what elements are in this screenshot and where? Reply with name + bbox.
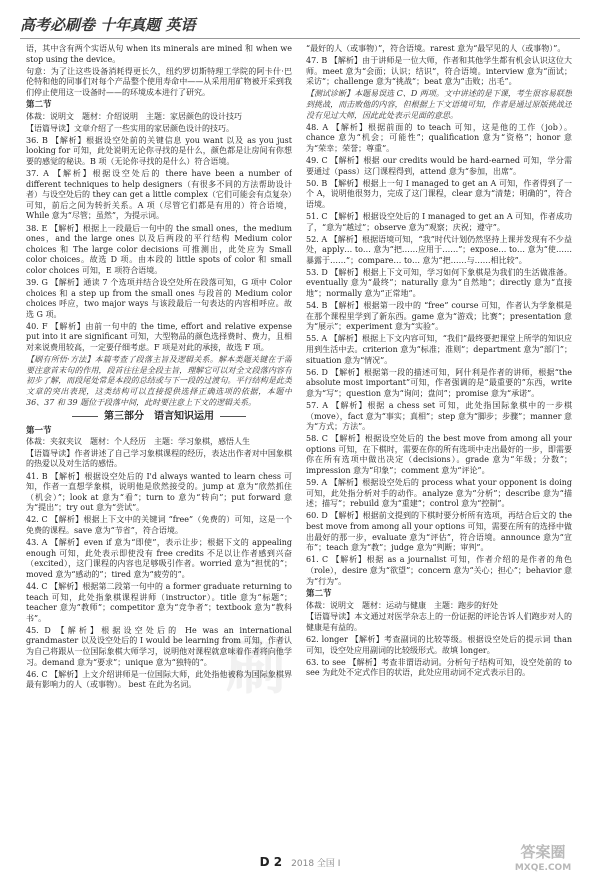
genre-meta: 体裁：说明文 题材：介绍说明 主题：家居颜色的设计技巧 xyxy=(26,112,242,122)
paragraph: 语，其中含有两个实语从句 when its minerals are mined 和 when we stop using the device。 xyxy=(26,44,292,64)
paragraph: “最好的人（或事物）”，符合语境。rarest 意为“最罕见的人（或事物）”。 xyxy=(306,44,566,53)
answer-47: 47. B 【解析】由于讲师是一位大师，作者和其他学生都有机会认识这位大师。meet 意为“会面；认识；结识”，符合语境。interview 意为“面试；采访”；challenge 意为“挑战”；beat 意为“击败；出毛”。 xyxy=(306,56,572,87)
paragraph: 句意：为了让这些设备消耗得更长久，纽约罗切斯特理工学院的阿卡什·巴伦特和他的同事们对每个产品整个使用寿命中——从采用用矿物被开采到我们停止使用这一设备时——的环境成本进行了研究。 xyxy=(26,66,292,97)
answer-52: 52. A 【解析】根据语境可知，“我”时代计划仍然坚持上课并发现有不少益处，apply… to… 意为“把……应用于……”；expose… to… 意为“使……暴露于……”；compare… to… 意为“把……与……相比较”。 xyxy=(306,234,572,265)
answer-49: 49. C 【解析】根据 our credits would be hard-earned 可知，学分需要通过（pass）这门课程得到，attend 意为“参加，出席”。 xyxy=(306,155,572,176)
answer-50: 50. B 【解析】根据上一句 I managed to get an A 可知，作者得到了一个 A，说明他很努力，完成了这门课程，clear 意为“清楚；明确的”，符合语境。 xyxy=(306,178,572,209)
book-title: 高考必刷卷 十年真题 英语 xyxy=(20,16,196,34)
part-heading: 第三部分 语言知识运用 xyxy=(26,412,292,423)
watermark-line2: MXQE.COM xyxy=(514,863,572,873)
section-heading: 第一节 xyxy=(26,425,52,436)
site-watermark-logo xyxy=(500,844,586,878)
answer-60: 60. D 【解析】根据前文提到的下棋时要分析所有选项，再结合后文的 the best move from among all your options 可知，需要在所有的选择中做出最好的那一步，evaluate 意为“评估”，符合语境。announce 意为“宣布”；teach 意为“教”；judge 意为“判断；审判”。 xyxy=(306,511,572,553)
right-column xyxy=(306,44,572,844)
answer-43: 43. A 【解析】even if 意为“即使”，表示让步；根据下文的 appealing enough 可知，此处表示即使没有 free credits 不足以让作者感到兴奋（excited），这门课程的内容也足够吸引作者。worried 意为“担忧的”；moved 意为“感动的”；tired 意为“疲劳的”。 xyxy=(26,538,292,579)
answer-53: 53. D 【解析】根据上下文可知，学习如何下象棋是为我们的生活做准备。eventually 意为“最终”；naturally 意为“自然地”；directly 意为“直接地”；normally 意为“正常地”。 xyxy=(306,267,572,299)
answer-36: 36. B 【解析】根据设空处前的关键信息 you want 以及 as you just looking for 可知，此处说明无论你寻找的是什么，颜色都是让房间有你想要的感觉的秘诀。B 项（无论你寻找的是什么）符合语境。 xyxy=(26,135,292,166)
answer-56: 56. D 【解析】根据第一段的描述可知，阿什利是作者的讲师，根据“the absolute most important”可知，作者强调的是“最重要的”东西，write 意为“写”；question 意为“询问；盘问”；promise 意为“承诺”。 xyxy=(306,367,572,398)
edition-label: 2018 全国 I xyxy=(291,859,341,869)
reading-guide: 【语篇导读】文章介绍了一些实用的家居颜色设计的技巧。 xyxy=(26,123,234,133)
answer-42: 42. C 【解析】根据上下文中的关键词 “free”（免费的）可知，这是一个免费的课程。save 意为“节省”，符合语境。 xyxy=(26,515,292,536)
background-watermark: 刷 xyxy=(226,633,286,703)
answer-57: 57. A 【解析】根据 a chess set 可知，此处指国际象棋中的一步棋（move），fact 意为“事实；真相”；step 意为“脚步；步骤”；manner 意为“方式；方法”。 xyxy=(306,401,572,432)
section-heading: 第二节 xyxy=(306,589,332,600)
page-header xyxy=(20,14,580,39)
answer-37: 37. A 【解析】根据设空处后的 there have been a number of different techniques to help designers（有很多不同的方法帮助设计者）与设空处后的 they can get a little complex（它们可能会有点复杂）可知，前后之间为转折关系。A 项（尽管它们都是有用的）符合语境，While 意为“尽管；虽然”，为提示词。 xyxy=(26,169,292,221)
reading-guide: 【语篇导读】作者讲述了自己学习象棋课程的经历，表达出作者对中国象棋的热爱以及对生活的感悟。 xyxy=(26,448,292,469)
reading-guide: 【语篇导读】本文通过对医学杂志上的一份证据的评论告诉人们跑步对人的健康是有益的。 xyxy=(306,612,572,632)
answer-44: 44. C 【解析】根据第二段第一句中的 a former graduate returning to teach 可知，此处指象棋课程讲师（instructor）。title 意为“标题”；teacher 意为“教师”；competitor 意为“竞争者”；textbook 意为“教科书”。 xyxy=(26,582,292,623)
answer-63: 63. to see 【解析】考查非谓语动词。分析句子结构可知，设空处前的 to see 为此处不定式作目的状语，此处应用动词不定式表示目的。 xyxy=(306,657,572,678)
left-column xyxy=(26,44,292,844)
method-note: 【刷有所悟·方法】本篇考查了段落主旨及逻辑关系。解本类题关键在于需要注意首末句的作用，段首往往是全段主旨，理解它可以对全文段落内容有初步了解，而段尾处常是本段的总结或与下一段的过渡句。平行结构是此类文章的突出表现，这类结构可以直接提供选择正确选项的依据，本题中 36、37 和 39 题位于段落中间，此时要注意上下文的逻辑关系。 xyxy=(26,355,292,407)
exam-diagnosis: 【测试诊断】本题易误选 C、D 两项。文中讲述的是下课，考生很容易联想到挑战，而击败他的内容，但根据上下文语境可知，作者是通过原版挑战还没有见过大师，因此此处表示见面的意思。 xyxy=(306,89,572,120)
answer-39: 39. G 【解析】通读 7 个选项并结合设空处所在段落可知，G 项中 Color choices 和 a step up from the small ones 与段首的 Medium color choices 呼应，two major ways 与该段最后一句表达的内容相呼应。故选 G 项。 xyxy=(26,277,292,319)
answer-55: 55. A 【解析】根据上下文内容可知，“我们”最终要把课堂上所学的知识应用到生活中去。criterion 意为“标准；准则”；department 意为“部门”；situation 意为“情况”。 xyxy=(306,334,572,365)
section-heading: 第二节 xyxy=(26,100,52,111)
answer-38: 38. E 【解析】根据上一段最后一句中的 the small ones，the medium ones，and the large ones 以及后两段的平行结构 Medium color choices 和 The large color decisions 可推测出，此处应为 Small color choices。故选 D 项。由本段的 little spots of color 和 small color choices 可知，E 项符合语境。 xyxy=(26,223,292,275)
watermark-line1: 答案圈 xyxy=(520,843,566,861)
genre-meta: 体裁：夹叙夹议 题材：个人经历 主题：学习象棋，感悟人生 xyxy=(26,437,250,447)
page-number: D 2 xyxy=(259,855,283,869)
answer-59: 59. A 【解析】根据设空处后的 process what your opponent is doing 可知，此处指分析对手的动作。analyze 意为“分析”；describe 意为“描述；描写”；rebuild 意为“重建”；control 意为“控制”。 xyxy=(306,478,572,509)
answer-54: 54. B 【解析】根据第一段中的 “free” course 可知，作者认为学象棋是在那个课程里学到了新东西。game 意为“游戏；比赛”；presentation 意为“展示”；experiment 意为“实验”。 xyxy=(306,301,572,332)
answer-48: 48. A 【解析】根据前面的 to teach 可知，这是他的工作（job）。chance 意为“机会；可能性”；qualification 意为“资格”；honor 意为“荣幸；荣誉；尊重”。 xyxy=(306,122,572,153)
answer-41: 41. B 【解析】根据设空处后的 I'd always wanted to learn chess 可知，作者一直想学象棋，说明他是欣然接受的。jump at 意为“欣然抓住（机会）”；look at 意为“看”；turn to 意为“转向”；put forward 意为“提出”；try out 意为“尝试”。 xyxy=(26,471,292,513)
answer-61: 61. C 【解析】根据 as a journalist 可知，作者介绍的是作者的角色（role），desire 意为“欲望”；concern 意为“关心；担心”；behavior 意为“行为”。 xyxy=(306,555,572,586)
genre-meta: 体裁：说明文 题材：运动与健康 主题：跑步的好处 xyxy=(306,600,498,610)
answer-62: 62. longer 【解析】考查副词的比较等级。根据设空处后的提示词 than 可知，设空处应用副词的比较级形式。故填 longer。 xyxy=(306,634,572,655)
answer-58: 58. C 【解析】根据设空处后的 the best move from among all your options 可知，在下棋时，需要在你的所有选项中走出最好的一步，即需要你在所有选项中做出决定（decisions）。grade 意为“年级；分数”；impression 意为“印象”；comment 意为“评论”。 xyxy=(306,434,572,476)
answer-40: 40. F 【解析】由前一句中的 the time, effort and relative expense put into it are significant 可知，大型物品的颜色选择费时、费力，且相对来说费用较高，一定要仔细考虑。F 项是对此的承接，故选 F 项。 xyxy=(26,321,292,353)
answer-45: 45. D 【解析】根据设空处后的 He was an international grandmaster 以及设空处后的 I would be learning from 可知，作者认为自己将跟从一位国际象棋大师学习，说明他对课程就意味着作者将向他学习。demand 意为“要求”；unique 意为“独特的”。 xyxy=(26,625,292,667)
answer-46: 46. C 【解析】上文介绍讲师是一位国际大师，此处指他被称为国际象棋界最有影响力的人（或事物）。 best 在此为名词。 xyxy=(26,669,292,690)
answer-51: 51. C 【解析】根据设空处后的 I managed to get an A 可知，作者成功了，“意为“越过”；observe 意为“观察；庆祝；遵守”。 xyxy=(306,211,572,232)
